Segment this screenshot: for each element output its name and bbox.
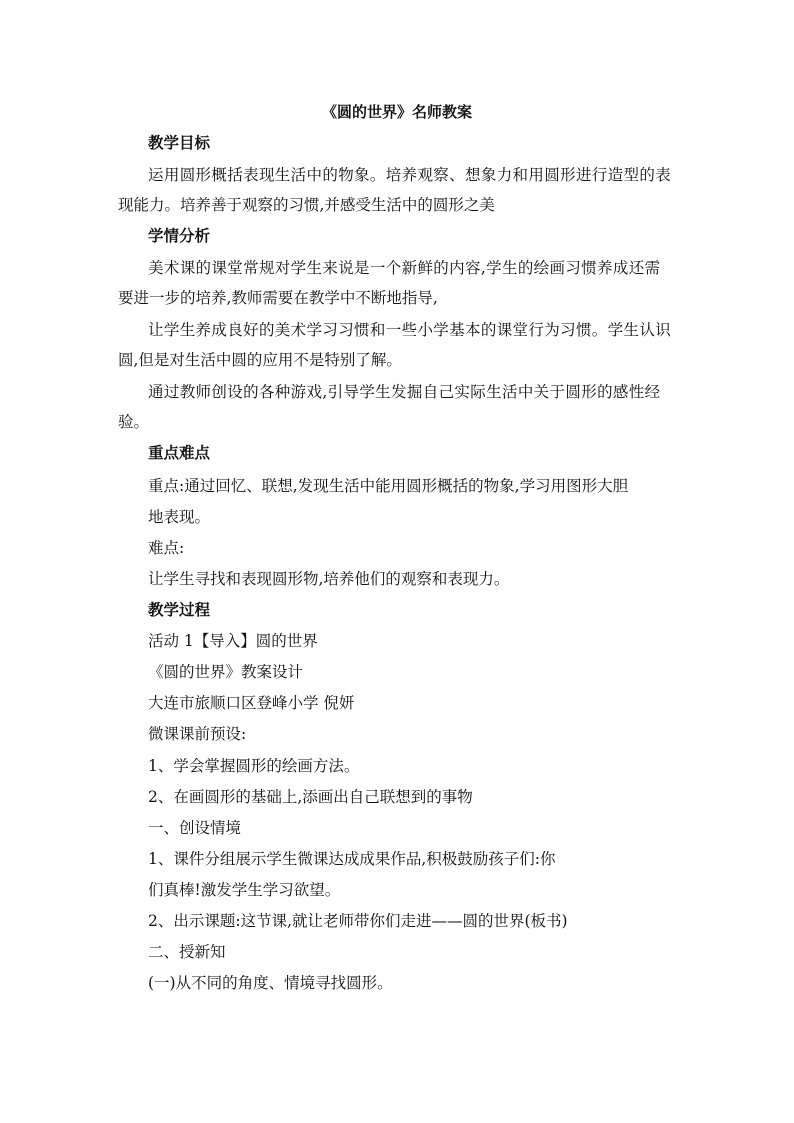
- section-heading-learning-analysis: 学情分析: [148, 226, 211, 245]
- paragraph-line: 让学生寻找和表现圆形物,培养他们的观察和表现力。: [148, 570, 510, 588]
- paragraph-line: 2、出示课题:这节课,就让老师带你们走进——圆的世界(板书): [148, 912, 568, 930]
- section-heading-key-points: 重点难点: [148, 443, 211, 462]
- paragraph-line: 们真棒!激发学生学习欲望。: [148, 881, 341, 899]
- section-heading-teaching-goals: 教学目标: [148, 133, 211, 152]
- paragraph-line: 验。: [118, 413, 150, 431]
- paragraph-line: 让学生养成良好的美术学习习惯和一些小学基本的课堂行为习惯。学生认识: [148, 321, 672, 339]
- paragraph-line: 重点:通过回忆、联想,发现生活中能用圆形概括的物象,学习用图形大胆: [148, 477, 629, 495]
- paragraph-line: 活动 1【导入】圆的世界: [148, 632, 318, 650]
- paragraph-line: 1、课件分组展示学生微课达成成果作品,积极鼓励孩子们:你: [148, 850, 556, 868]
- paragraph-line: 地表现。: [148, 508, 211, 526]
- paragraph-line: (一)从不同的角度、情境寻找圆形。: [148, 974, 393, 992]
- paragraph-line: 通过教师创设的各种游戏,引导学生发掘自己实际生活中关于圆形的感性经: [148, 383, 661, 401]
- paragraph-line: 美术课的课堂常规对学生来说是一个新鲜的内容,学生的绘画习惯养成还需: [148, 259, 661, 277]
- paragraph-line: 大连市旅顺口区登峰小学 倪妍: [148, 694, 355, 712]
- paragraph-line: 1、学会掌握圆形的绘画方法。: [148, 757, 360, 775]
- paragraph-line: 二、授新知: [148, 943, 226, 961]
- paragraph-line: 微课课前预设:: [148, 725, 247, 743]
- paragraph-line: 运用圆形概括表现生活中的物象。培养观察、想象力和用圆形进行造型的表: [148, 166, 672, 184]
- paragraph-line: 现能力。培养善于观察的习惯,并感受生活中的圆形之美: [118, 196, 495, 214]
- paragraph-line: 2、在画圆形的基础上,添画出自己联想到的事物: [148, 788, 473, 806]
- paragraph-line: 要进一步的培养,教师需要在教学中不断地指导,: [118, 289, 438, 307]
- paragraph-line: 圆,但是对生活中圆的应用不是特别了解。: [118, 351, 402, 369]
- paragraph-line: 一、创设情境: [148, 819, 242, 837]
- paragraph-line: 《圆的世界》教案设计: [148, 663, 304, 681]
- paragraph-line: 难点:: [148, 539, 185, 557]
- section-heading-teaching-process: 教学过程: [148, 600, 211, 619]
- document-title: 《圆的世界》名师教案: [321, 103, 472, 121]
